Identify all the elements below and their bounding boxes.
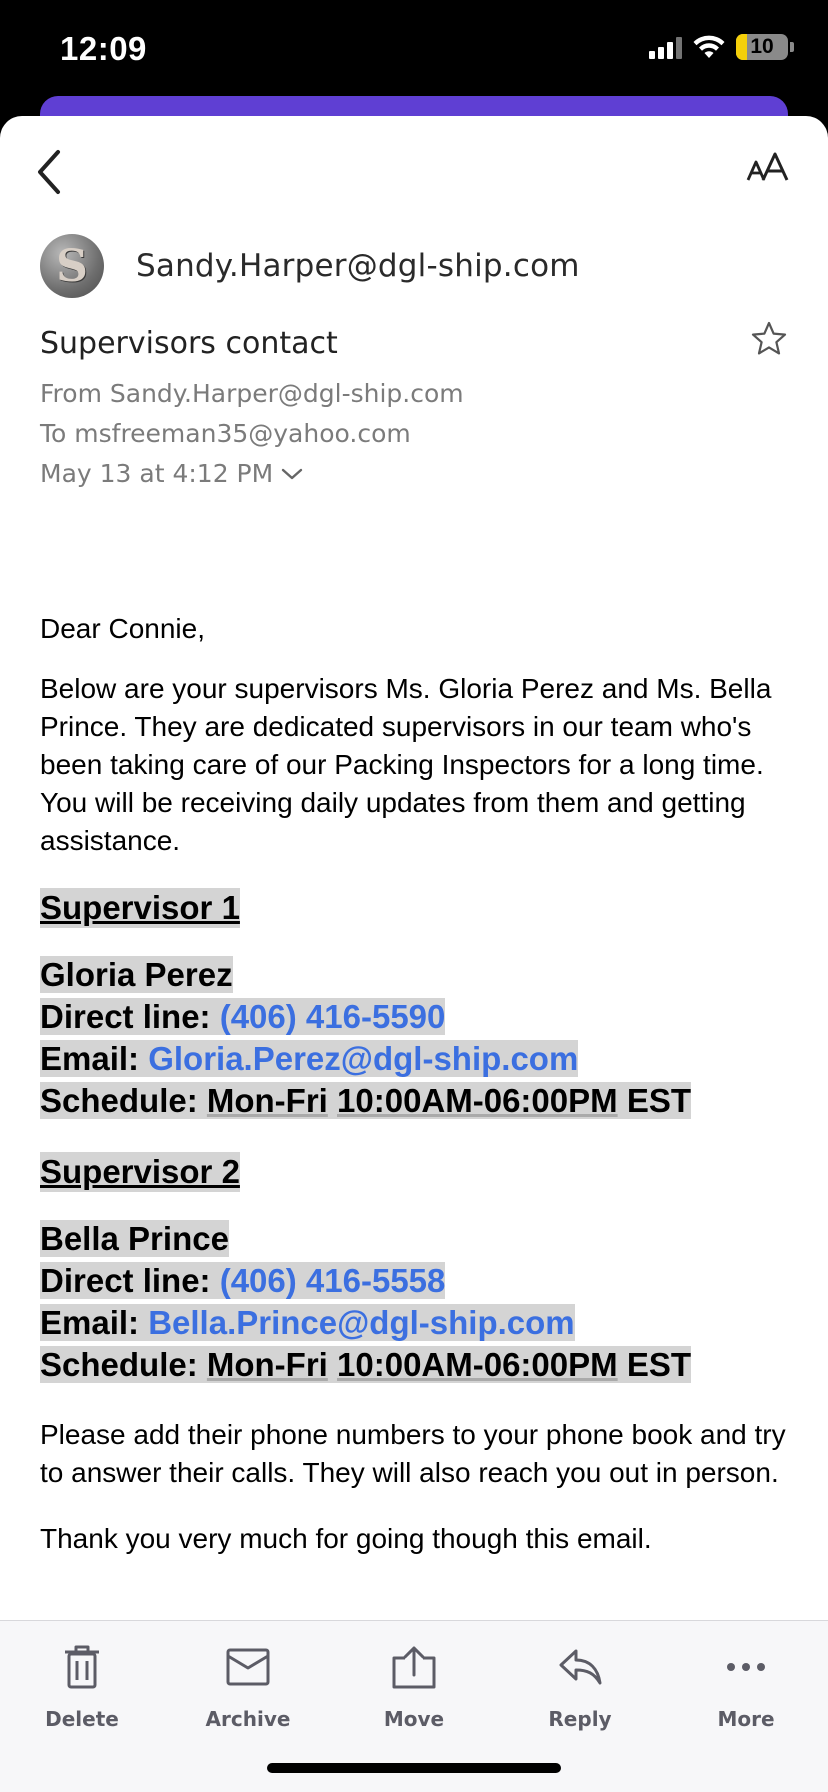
home-indicator[interactable] <box>267 1763 561 1773</box>
to-line: To msfreeman35@yahoo.com <box>40 419 411 448</box>
sender-name[interactable]: Sandy.Harper@dgl-ship.com <box>136 248 580 284</box>
sender-row[interactable] <box>40 234 580 298</box>
status-icons <box>649 34 794 60</box>
schedule-label: Schedule: <box>40 1082 207 1119</box>
supervisor-2-email-line <box>40 1302 800 1344</box>
move-button[interactable] <box>354 1639 474 1731</box>
schedule-hours[interactable]: 10:00AM-06:00PM <box>337 1082 618 1119</box>
supervisor-1-schedule-line <box>40 1080 800 1122</box>
schedule-label: Schedule: <box>40 1346 207 1383</box>
supervisor-1-phone-link[interactable]: (406) 416-5590 <box>219 998 446 1035</box>
chevron-down-icon[interactable] <box>281 467 303 481</box>
direct-line-label: Direct line: <box>40 1262 220 1299</box>
cellular-signal-icon <box>649 35 682 59</box>
text-size-icon[interactable] <box>746 152 792 182</box>
supervisor-1-email-line <box>40 1038 800 1080</box>
email-sheet <box>0 116 828 1792</box>
date-text: May 13 at 4:12 PM <box>40 459 274 488</box>
supervisor-2-name: Bella Prince <box>40 1220 229 1257</box>
archive-label: Archive <box>205 1707 291 1731</box>
closing-paragraph: Thank you very much for going though this email. <box>40 1523 652 1554</box>
email-subject: Supervisors contact <box>40 326 338 361</box>
battery-percent: 10 <box>750 35 774 58</box>
supervisor-2-schedule-line <box>40 1344 800 1386</box>
more-button[interactable] <box>686 1639 806 1731</box>
battery-icon <box>736 34 788 60</box>
supervisor-2-phone-link[interactable]: (406) 416-5558 <box>219 1262 446 1299</box>
email-label: Email: <box>40 1040 149 1077</box>
date-line[interactable] <box>40 459 303 488</box>
supervisor-1-phone-line <box>40 996 800 1038</box>
reply-button[interactable] <box>520 1639 640 1731</box>
schedule-days[interactable]: Mon-Fri <box>206 1082 328 1119</box>
supervisor-2-heading: Supervisor 2 <box>40 1153 240 1190</box>
schedule-timezone: EST <box>626 1082 691 1119</box>
wifi-icon <box>692 34 726 60</box>
status-time: 12:09 <box>60 30 147 67</box>
supervisor-1-block <box>40 888 800 1122</box>
schedule-days[interactable]: Mon-Fri <box>206 1346 328 1383</box>
supervisor-2-phone-line <box>40 1260 800 1302</box>
more-label: More <box>717 1707 775 1731</box>
greeting: Dear Connie, <box>40 613 205 644</box>
schedule-timezone: EST <box>626 1346 691 1383</box>
star-icon[interactable] <box>750 320 788 363</box>
delete-button[interactable] <box>22 1639 142 1731</box>
supervisor-2-block <box>40 1152 800 1386</box>
schedule-hours[interactable]: 10:00AM-06:00PM <box>337 1346 618 1383</box>
supervisor-2-email-link[interactable]: Bella.Prince@dgl-ship.com <box>148 1304 575 1341</box>
email-label: Email: <box>40 1304 149 1341</box>
supervisor-1-email-link[interactable]: Gloria.Perez@dgl-ship.com <box>148 1040 579 1077</box>
archive-icon <box>188 1639 308 1695</box>
request-paragraph: Please add their phone numbers to your phone book and try to answer their calls. They will also reach you out in person. <box>40 1419 786 1488</box>
supervisor-1-heading: Supervisor 1 <box>40 889 240 926</box>
reply-icon <box>520 1639 640 1695</box>
trash-icon <box>22 1639 142 1695</box>
direct-line-label: Direct line: <box>40 998 220 1035</box>
intro-paragraph: Below are your supervisors Ms. Gloria Perez and Ms. Bella Prince. They are dedicated supervisors in our team who's been taking care of our Packing Inspectors for a long time. You will be receiving daily updates from them and getting assistance. <box>40 673 772 856</box>
more-dots-icon <box>686 1639 806 1695</box>
move-icon <box>354 1639 474 1695</box>
archive-button[interactable] <box>188 1639 308 1731</box>
status-bar <box>0 0 828 100</box>
delete-label: Delete <box>45 1707 119 1731</box>
chevron-left-icon[interactable] <box>32 146 68 198</box>
reply-label: Reply <box>548 1707 612 1731</box>
supervisor-1-name-line <box>40 954 800 996</box>
battery-tip <box>790 42 794 52</box>
from-line: From Sandy.Harper@dgl-ship.com <box>40 379 464 408</box>
email-body <box>40 610 800 1586</box>
move-label: Move <box>383 1707 445 1731</box>
supervisor-1-name: Gloria Perez <box>40 956 233 993</box>
avatar[interactable]: S <box>40 234 104 298</box>
supervisor-2-name-line <box>40 1218 800 1260</box>
